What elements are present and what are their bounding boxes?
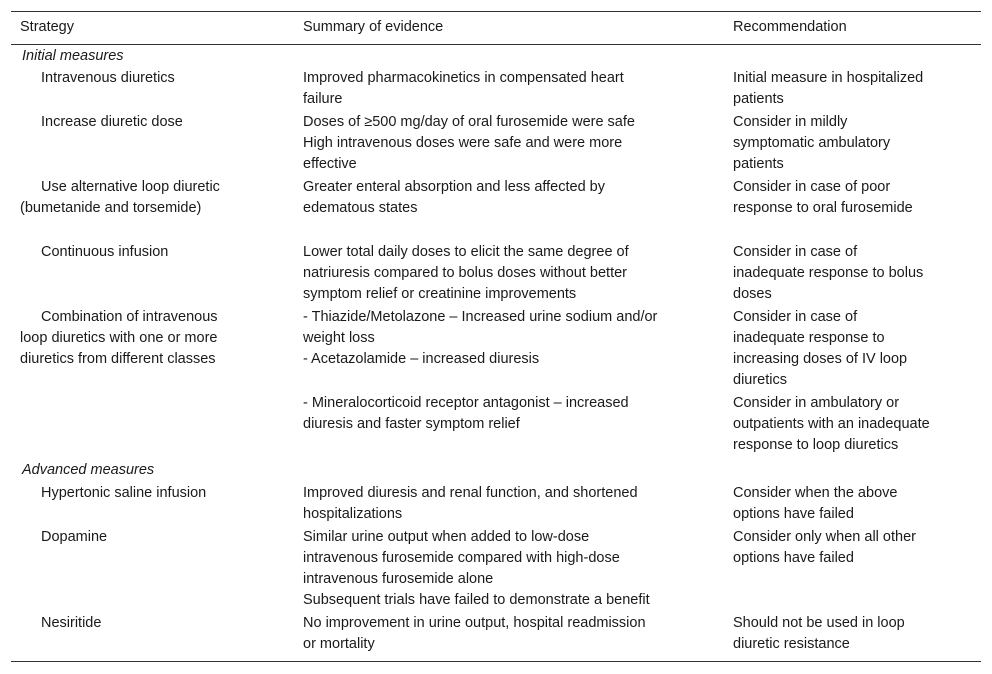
cell-line: patients xyxy=(733,156,784,172)
cell-line: Use alternative loop diuretic xyxy=(41,179,220,195)
row-evidence xyxy=(303,242,718,305)
row-recommendation xyxy=(733,393,978,456)
row-strategy xyxy=(20,242,290,263)
cell-line: Consider when the above xyxy=(733,485,898,501)
cell-line: symptom relief or creatinine improvements xyxy=(303,286,577,302)
cell-line: patients xyxy=(733,91,784,107)
cell-line: Hypertonic saline infusion xyxy=(41,485,207,501)
row-strategy xyxy=(20,177,290,219)
cell-line: Consider in ambulatory or xyxy=(733,395,900,411)
cell-line: symptomatic ambulatory xyxy=(733,135,891,151)
cell-line: Greater enteral absorption and less affected by xyxy=(303,179,606,195)
cell-line: inadequate response to xyxy=(733,330,885,346)
cell-line: Subsequent trials have failed to demonstrate a benefit xyxy=(303,592,650,608)
row-evidence xyxy=(303,177,718,219)
cell-line: Consider only when all other xyxy=(733,529,916,545)
row-evidence xyxy=(303,527,718,611)
row-recommendation xyxy=(733,613,978,655)
row-recommendation xyxy=(733,68,978,110)
cell-line: response to oral furosemide xyxy=(733,200,913,216)
cell-line: Consider in case of xyxy=(733,244,858,260)
cell-line: - Acetazolamide – increased diuresis xyxy=(303,351,540,367)
cell-line: Consider in case of xyxy=(733,309,858,325)
row-recommendation xyxy=(733,242,978,305)
table-bottom-rule xyxy=(11,661,981,662)
section-title-advanced: Advanced measures xyxy=(22,462,155,478)
cell-line: loop diuretics with one or more xyxy=(20,330,218,346)
cell-line: Dopamine xyxy=(41,529,108,545)
row-evidence xyxy=(303,68,718,110)
cell-line: diuretics from different classes xyxy=(20,351,216,367)
cell-line: or mortality xyxy=(303,636,375,652)
row-strategy xyxy=(20,613,290,634)
cell-line: Consider in mildly xyxy=(733,114,848,130)
cell-line: effective xyxy=(303,156,357,172)
cell-line: Lower total daily doses to elicit the same degree of xyxy=(303,244,629,260)
cell-line: options have failed xyxy=(733,550,854,566)
cell-line: - Mineralocorticoid receptor antagonist – increased xyxy=(303,395,629,411)
row-evidence xyxy=(303,483,718,525)
cell-line: intravenous furosemide alone xyxy=(303,571,494,587)
row-recommendation xyxy=(733,177,978,219)
row-strategy xyxy=(20,307,290,370)
cell-line: Consider in case of poor xyxy=(733,179,891,195)
cell-line: Combination of intravenous xyxy=(41,309,218,325)
cell-line: options have failed xyxy=(733,506,854,522)
cell-line: High intravenous doses were safe and were more xyxy=(303,135,623,151)
row-strategy xyxy=(20,112,290,133)
row-evidence xyxy=(303,307,718,370)
cell-line: outpatients with an inadequate xyxy=(733,416,930,432)
row-recommendation xyxy=(733,483,978,525)
cell-line: diuresis and faster symptom relief xyxy=(303,416,520,432)
cell-line: weight loss xyxy=(303,330,375,346)
cell-line: Improved pharmacokinetics in compensated heart xyxy=(303,70,624,86)
cell-line: natriuresis compared to bolus doses without better xyxy=(303,265,628,281)
cell-line: Improved diuresis and renal function, and shortened xyxy=(303,485,638,501)
row-recommendation xyxy=(733,527,978,569)
cell-line: Should not be used in loop xyxy=(733,615,905,631)
header-recommendation: Recommendation xyxy=(733,19,847,35)
row-strategy xyxy=(20,483,290,504)
cell-line: Increase diuretic dose xyxy=(41,114,183,130)
header-strategy: Strategy xyxy=(20,19,74,35)
cell-line: intravenous furosemide compared with high-dose xyxy=(303,550,620,566)
row-strategy xyxy=(20,527,290,548)
cell-line: Doses of ≥500 mg/day of oral furosemide were safe xyxy=(303,114,635,130)
cell-line: Similar urine output when added to low-dose xyxy=(303,529,590,545)
cell-line: response to loop diuretics xyxy=(733,437,899,453)
row-evidence xyxy=(303,613,718,655)
cell-line: inadequate response to bolus xyxy=(733,265,924,281)
cell-line: failure xyxy=(303,91,343,107)
cell-line: (bumetanide and torsemide) xyxy=(20,200,202,216)
cell-line: - Thiazide/Metolazone – Increased urine sodium and/or xyxy=(303,309,658,325)
cell-line: Intravenous diuretics xyxy=(41,70,175,86)
row-evidence xyxy=(303,393,718,435)
row-strategy xyxy=(20,68,290,89)
row-recommendation xyxy=(733,307,978,391)
cell-line: diuretic resistance xyxy=(733,636,850,652)
header-rule xyxy=(11,44,981,45)
cell-line: doses xyxy=(733,286,772,302)
cell-line: hospitalizations xyxy=(303,506,403,522)
cell-line: increasing doses of IV loop xyxy=(733,351,908,367)
cell-line: No improvement in urine output, hospital readmission xyxy=(303,615,646,631)
table-top-rule xyxy=(11,11,981,12)
row-evidence xyxy=(303,112,718,175)
cell-line: diuretics xyxy=(733,372,787,388)
cell-line: Continuous infusion xyxy=(41,244,169,260)
section-title-initial: Initial measures xyxy=(22,48,124,64)
row-recommendation xyxy=(733,112,978,175)
header-evidence: Summary of evidence xyxy=(303,19,444,35)
cell-line: Nesiritide xyxy=(41,615,102,631)
cell-line: Initial measure in hospitalized xyxy=(733,70,924,86)
cell-line: edematous states xyxy=(303,200,418,216)
